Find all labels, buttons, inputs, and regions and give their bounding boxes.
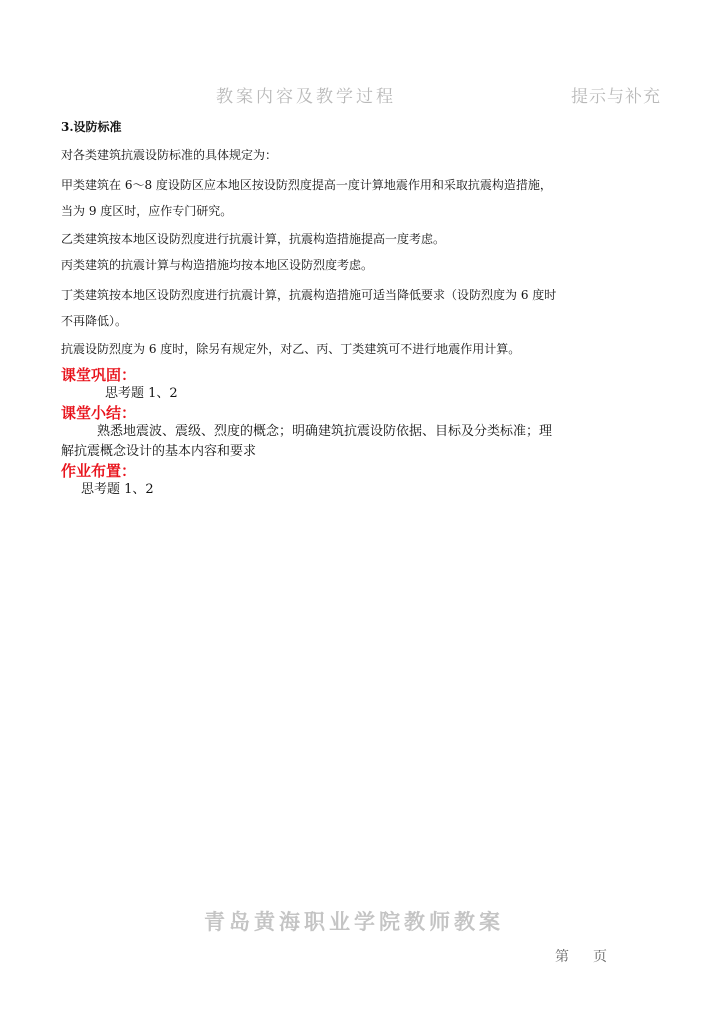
consolidation-text: 思考题 1、2 [105,386,178,401]
homework-heading: 作业布置： [61,462,137,480]
paragraph-class-a: 甲类建筑在 6～8 度设防区应本地区按设防烈度提高一度计算地震作用和采取抗震构造措施，当为 9 度区时，应作专门研究。 [61,178,552,218]
section-title: 3.设防标准 [61,120,122,134]
paragraph-class-d: 丁类建筑按本地区设防烈度进行抗震计算，抗震构造措施可适当降低要求（设防烈度为 6 度时不再降低）。 [61,288,557,328]
homework-text: 思考题 1、2 [81,482,154,497]
header-right-title: 提示与补充 [571,87,661,107]
summary-text: 熟悉地震波、震级、烈度的概念；明确建筑抗震设防依据、目标及分类标准；理解抗震概念设计的基本内容和要求 [61,424,553,459]
paragraph-class-c: 丙类建筑的抗震计算与构造措施均按本地区设防烈度考虑。 [61,258,374,272]
page-suffix: 页 [593,949,607,965]
header-left-title: 教案内容及教学过程 [216,87,396,107]
paragraph-degree-6: 抗震设防烈度为 6 度时，除另有规定外，对乙、丙、丁类建筑可不进行地震作用计算。 [61,342,521,356]
consolidation-heading: 课堂巩固： [61,366,137,384]
paragraph-class-b: 乙类建筑按本地区设防烈度进行抗震计算，抗震构造措施提高一度考虑。 [61,232,446,246]
footer-title: 青岛黄海职业学院教师教案 [204,910,504,934]
section-intro: 对各类建筑抗震设防标准的具体规定为： [61,148,278,162]
page-prefix: 第 [555,949,569,965]
page-number [555,946,607,966]
lesson-content [61,118,561,500]
summary-heading: 课堂小结： [61,404,137,422]
